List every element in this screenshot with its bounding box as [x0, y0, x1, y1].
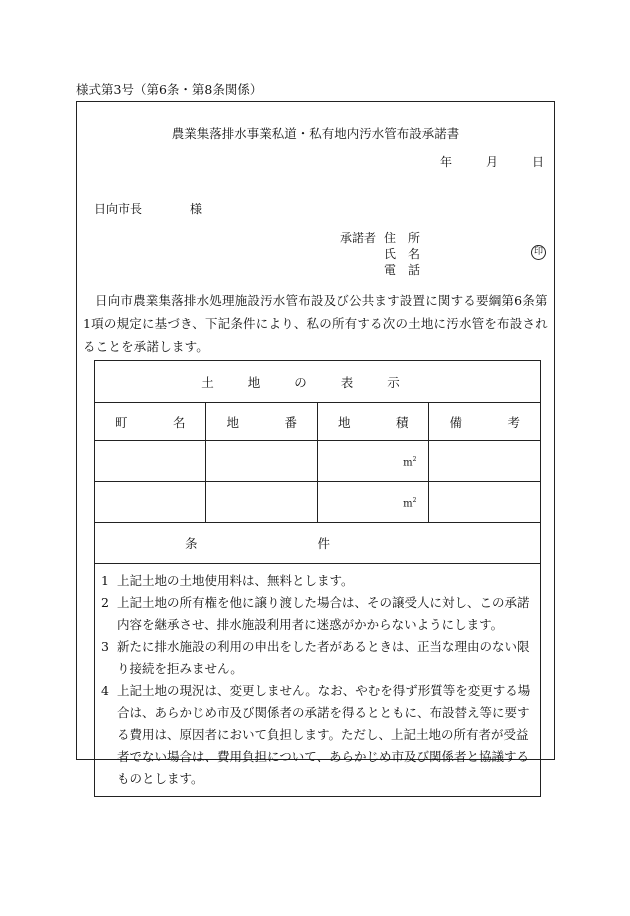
land-table — [94, 360, 541, 797]
form-number: 様式第3号（第6条・第8条関係） — [76, 82, 263, 97]
address-label: 住 所 — [384, 231, 421, 245]
addressee-name: 日向市長 — [94, 202, 143, 216]
applicant-role: 承諾者 — [340, 231, 377, 245]
town-cell[interactable] — [95, 441, 206, 482]
addressee — [94, 200, 202, 217]
col-remarks: 備 考 — [429, 403, 541, 441]
lot-number-cell[interactable] — [206, 441, 317, 482]
consent-statement: 日向市農業集落排水処理施設汚水管布設及び公共ます設置に関する要綱第6条第1項の規定に基づき、下記条件により、私の所有する次の土地に汚水管を布設されることを承諾します。 — [83, 293, 548, 354]
conditions-list — [95, 564, 541, 797]
document-frame — [76, 101, 555, 786]
lot-number-cell[interactable] — [206, 482, 317, 523]
applicant-block — [340, 230, 420, 278]
date-year: 年 — [439, 155, 452, 169]
condition-item: 2 上記土地の所有権を他に譲り渡した場合は、その譲受人に対し、この承諾内容を継承させ、排水施設利用者に迷惑がかからないようにします。 — [101, 595, 530, 632]
area-unit: $m^2$ — [403, 455, 417, 468]
table-row — [95, 441, 541, 482]
table-row — [95, 482, 541, 523]
remarks-cell[interactable] — [429, 482, 541, 523]
col-lot-number: 地 番 — [206, 403, 317, 441]
land-table-header: 土地の表示 — [95, 361, 541, 403]
date-month: 月 — [485, 155, 498, 169]
document-title: 農業集落排水事業私道・私有地内汚水管布設承諾書 — [171, 126, 460, 141]
addressee-honorific: 様 — [190, 202, 203, 216]
area-cell[interactable] — [317, 441, 428, 482]
name-label: 氏 名 — [384, 247, 421, 261]
area-cell[interactable] — [317, 482, 428, 523]
remarks-cell[interactable] — [429, 441, 541, 482]
col-town: 町 名 — [95, 403, 206, 441]
col-area: 地 積 — [317, 403, 428, 441]
phone-label: 電 話 — [384, 263, 421, 277]
condition-item: 3 新たに排水施設の利用の申出をした者があるときは、正当な理由のない限り接続を拒みません。 — [101, 639, 530, 676]
condition-item: 4 上記土地の現況は、変更しません。なお、やむを得ず形質等を変更する場合は、あらかじめ市及び関係者の承諾を得るとともに、布設替え等に要する費用は、原因者において負担します。ただし、上記土地の所有者が受益者でない場合は、費用負担について、あらかじめ市及び関係者と協議するものとします。 — [101, 683, 531, 786]
date-day: 日 — [531, 155, 544, 169]
conditions-header: 条件 — [95, 523, 541, 564]
date-line — [440, 153, 544, 170]
condition-item: 1 上記土地の土地使用料は、無料とします。 — [101, 573, 354, 588]
town-cell[interactable] — [95, 482, 206, 523]
seal-mark: 印 — [531, 245, 546, 260]
area-unit: $m^2$ — [403, 496, 417, 509]
